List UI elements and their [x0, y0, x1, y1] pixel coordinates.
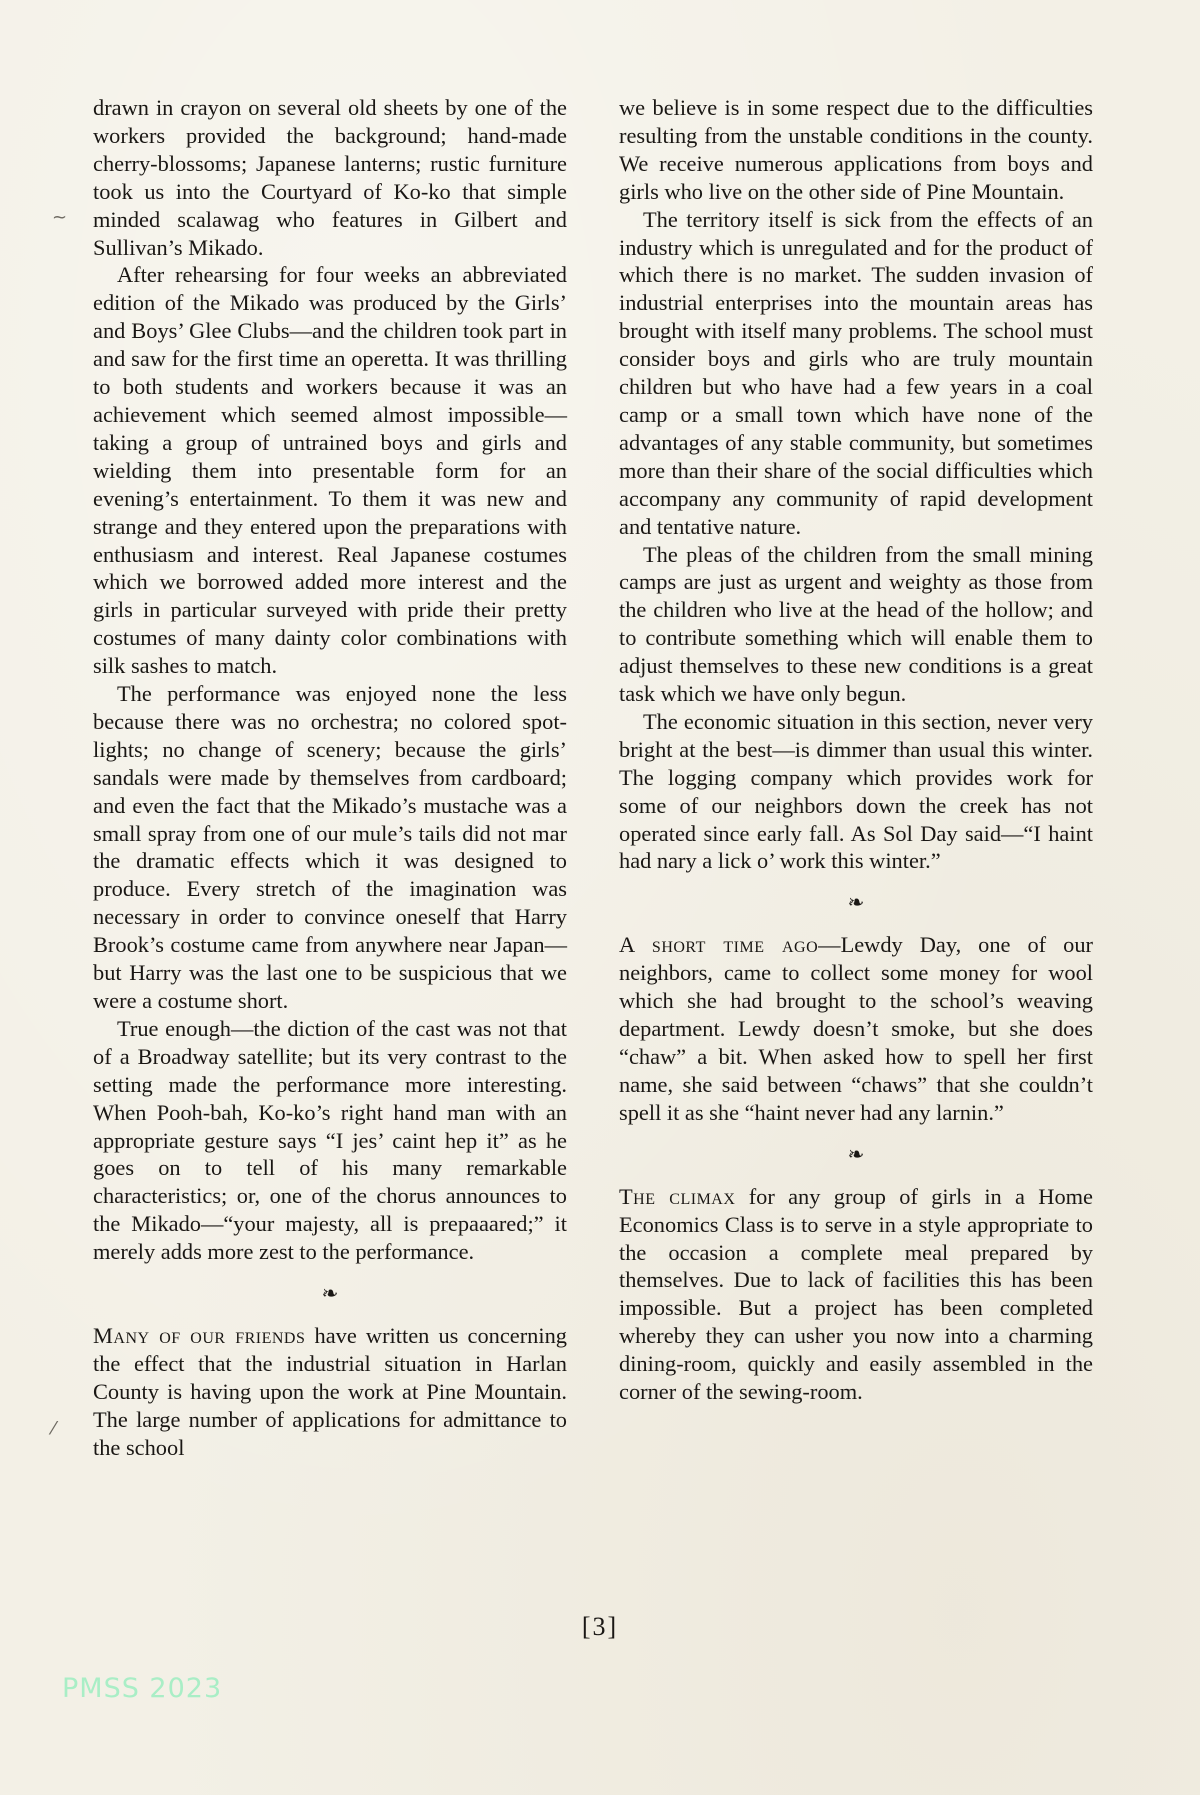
fleuron-ornament-icon: ❧ — [321, 1283, 339, 1306]
paragraph-body: have written us concerning the effect that the industrial situation in Harlan County is having upon the work at Pine Mountain. The large number of applications for admittance to the school — [93, 1323, 567, 1460]
lead-in-smallcaps: A short time ago — [619, 932, 819, 958]
paragraph-friends-written — [93, 1322, 567, 1462]
paragraph-diction: True enough—the diction of the cast was not that of a Broadway satellite; but its very contrast to the setting made the performance more interesting. When Pooh-bah, Ko-ko’s right hand man with an appropriate gesture says “I jes’ caint hep it” as he goes on to tell of his many remarkable characteristics; or, one of the chorus announces to the Mikado—“your majesty, all is prepaaared;” it merely adds more zest to the performance. — [93, 1015, 567, 1265]
lead-in-smallcaps: Many of our friends — [93, 1323, 306, 1349]
paragraph-stage-setting: drawn in crayon on several old sheets by one of the workers provided the background; hand-made cherry-blossoms; Japanese lanterns; rustic furniture took us into the Courtyard of Ko-ko that simple minded scalawag who features in Gilbert and Sullivan’s Mikado. — [93, 95, 567, 260]
fleuron-ornament-icon: ❧ — [847, 1143, 865, 1166]
paragraph-rehearsal: After rehearsing for four weeks an abbreviated edition of the Mikado was produced by the Girls’ and Boys’ Glee Clubs—and the children took part in and saw for the first time an operetta. It was thrilling to both students and workers because it was an achievement which seemed almost impossible—taking a group of untrained boys and girls and wielding them into presentable form for an evening’s entertainment. To them it was new and strange and they entered upon the preparations with enthusiasm and interest. Real Japanese costumes which we borrowed added more interest and the girls in particular surveyed with pride their pretty costumes of many dainty color combinations with silk sashes to match. — [93, 262, 567, 679]
paragraph-lewdy-day — [619, 931, 1093, 1126]
right-column — [619, 94, 1093, 1406]
margin-tear-mark-icon: ~ — [52, 207, 68, 228]
left-column — [93, 94, 567, 1462]
paragraph-performance: The performance was enjoyed none the less because there was no orchestra; no colored spot-lights; no change of scenery; because the girls’ sandals were made by themselves from cardboard; and even the fact that the Mikado’s mustache was a small spray from one of our mule’s tails did not mar the dramatic effects which it was designed to produce. Every stretch of the imagination was necessary in order to convince oneself that Harry Brook’s costume came from anywhere near Japan—but Harry was the last one to be suspicious that we were a costume short. — [93, 681, 567, 1013]
paragraph-applications: we believe is in some respect due to the difficulties resulting from the unstable conditions in the county. We receive numerous applications from boys and girls who live on the other side of Pine Mountain. — [619, 95, 1093, 204]
paragraph-mining-camps: The pleas of the children from the small mining camps are just as urgent and weighty as those from the children who live at the head of the hollow; and to contribute something which will enable them to adjust themselves to these new conditions is a great task which we have only begun. — [619, 541, 1093, 707]
lead-in-smallcaps: The climax — [619, 1183, 736, 1209]
archive-watermark: PMSS 2023 — [62, 1673, 223, 1704]
paragraph-economic-situation: The economic situation in this section, never very bright at the best—is dimmer than usual this winter. The logging company which provides work for some of our neighbors down the creek has not operated since early fall. As Sol Day said—“I haint had nary a lick o’ work this winter.” — [619, 708, 1093, 874]
paragraph-body: —Lewdy Day, one of our neighbors, came to collect some money for wool which she had brought to the school’s weaving department. Lewdy doesn’t smoke, but she does “chaw” a bit. When asked how to spell her first name, she said between “chaws” that she couldn’t spell it as she “haint never had any larnin.” — [619, 932, 1093, 1125]
paragraph-climax — [619, 1183, 1093, 1406]
fleuron-ornament-icon: ❧ — [847, 892, 865, 915]
margin-tear-mark-icon: ⁄ — [52, 1418, 56, 1439]
paragraph-body: for any group of girls in a Home Economics Class is to serve in a style appropriate to the occasion a complete meal prepared by themselves. Due to lack of facilities this has been impossible. But a project has been completed whereby they can usher you now into a charming dining-room, quickly and easily assembled in the corner of the sewing-room. — [619, 1183, 1093, 1405]
paragraph-territory: The territory itself is sick from the effects of an industry which is unregulated and for the product of which there is no market. The sudden invasion of industrial enterprises into the mountain areas has brought with itself many problems. The school must consider boys and girls who are truly mountain children but who have had a few years in a coal camp or a small town which have none of the advantages of any stable community, but sometimes more than their share of the social difficulties which accompany any community of rapid development and tentative nature. — [619, 206, 1093, 539]
page-number: [3] — [581, 1612, 619, 1641]
